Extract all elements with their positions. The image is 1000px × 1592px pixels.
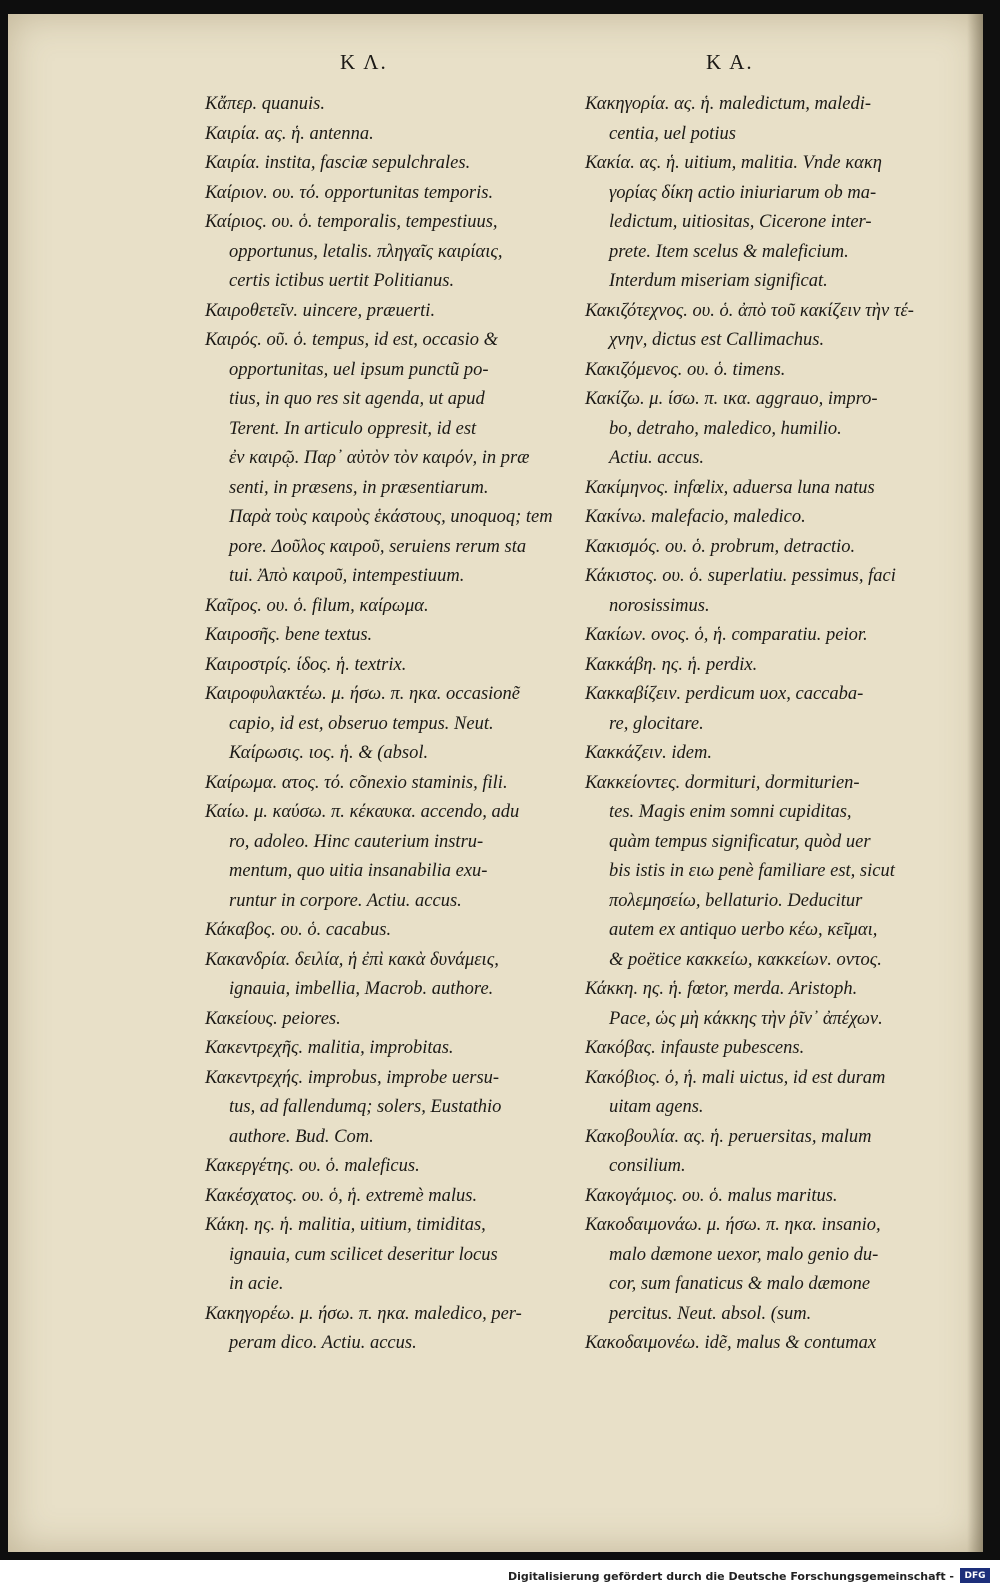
dictionary-entry [585, 680, 960, 739]
entry-line: Κἄπερ. quanuis. [205, 94, 325, 114]
entry-line: Καίρωσις. ιος. ἡ. & (absol. [229, 743, 429, 763]
dictionary-entry [205, 946, 575, 1005]
entry-line: Κακίνω. malefacio, maledico. [585, 507, 806, 527]
entry-line: runtur in corpore. Actiu. accus. [229, 890, 462, 911]
dictionary-entry [205, 1152, 575, 1182]
dictionary-entry [585, 90, 960, 149]
entry-line: bo, detraho, maledico, humilio. [609, 418, 842, 439]
dictionary-entry [585, 149, 960, 297]
dictionary-entry [205, 208, 575, 297]
entry-line: tius, in quo res sit agenda, ut apud [229, 389, 485, 409]
entry-line: Pace, ὡς μὴ κάκκης τὴν ῥῖν᾽ ἀπέχων. [609, 1008, 883, 1029]
dictionary-entry [205, 651, 575, 681]
entry-line: quàm tempus significatur, quòd uer [609, 831, 871, 852]
entry-line: Καίριος. ου. ὁ. temporalis, tempestiuus, [205, 212, 498, 232]
entry-line: Καίω. μ. καύσω. π. κέκαυκα. accendo, adu [205, 802, 520, 822]
dictionary-entry [205, 916, 575, 946]
dictionary-entry [585, 474, 960, 504]
dictionary-entry [205, 621, 575, 651]
dictionary-entry [585, 503, 960, 533]
dictionary-entry [585, 356, 960, 386]
entry-line: senti, in præsens, in præsentiarum. [229, 477, 489, 498]
entry-line: Καιρία. ας. ἡ. antenna. [205, 123, 374, 144]
entry-line: Κακίων. ονος. ὁ, ἡ. comparatiu. peior. [585, 625, 868, 645]
right-column [585, 90, 960, 1359]
funding-credit: Digitalisierung gefördert durch die Deutsche Forschungsgemeinschaft - [507, 1570, 954, 1583]
entry-line: capio, id est, obseruo tempus. Neut. [229, 713, 494, 734]
entry-line: centia, uel potius [609, 123, 736, 144]
entry-line: pore. Δοῦλος καιροῦ, seruiens rerum sta [229, 536, 527, 557]
dictionary-entry [585, 739, 960, 769]
dictionary-entry [205, 1182, 575, 1212]
entry-line: autem ex antiquo uerbo κέω, κεῖμαι, [609, 920, 878, 940]
dictionary-entry [205, 297, 575, 327]
entry-line: opportunus, letalis. πληγαῖς καιρίαις, [229, 241, 503, 262]
entry-line: Κακία. ας. ἡ. uitium, malitia. Vnde κακη [585, 153, 882, 173]
dictionary-entry [205, 592, 575, 622]
entry-line: certis ictibus uertit Politianus. [229, 271, 455, 291]
entry-line: Παρὰ τοὺς καιροὺς ἑκάστους, unoquoq; tem [229, 507, 553, 527]
entry-line: Κακηγορία. ας. ἡ. maledictum, maledi- [585, 94, 872, 114]
entry-line: Κακανδρία. δειλία, ἡ ἐπὶ κακὰ δυνάμεις, [205, 949, 499, 970]
dictionary-entry [585, 562, 960, 621]
entry-line: tes. Magis enim somni cupiditas, [609, 802, 852, 822]
dictionary-entry [585, 385, 960, 474]
dictionary-entry [585, 1123, 960, 1182]
dictionary-entry [585, 769, 960, 976]
entry-line: Κακέσχατος. ου. ὁ, ἡ. extremè malus. [205, 1185, 478, 1206]
entry-line: tus, ad fallendumq; solers, Eustathio [229, 1097, 502, 1117]
entry-line: Καῖρος. ου. ὁ. filum, καίρωμα. [205, 595, 429, 616]
entry-line: Κακκάζειν. idem. [585, 743, 712, 763]
entry-line: Κακιζότεχνος. ου. ὁ. ἀπὸ τοῦ κακίζειν τὴν τέ- [585, 300, 914, 321]
entry-line: Interdum miseriam significat. [609, 271, 828, 291]
dictionary-entry [205, 149, 575, 179]
dictionary-entry [585, 1034, 960, 1064]
entry-line: tui. Ἀπὸ καιροῦ, intempestiuum. [229, 566, 465, 586]
entry-line: ἐν καιρῷ. Παρ᾽ αὐτὸν τὸν καιρόν, in præ [229, 448, 530, 468]
entry-line: χνην, dictus est Callimachus. [609, 330, 825, 350]
entry-line: Κακκάβη. ης. ἡ. perdix. [585, 654, 758, 675]
entry-line: Κακοδαιμονάω. μ. ήσω. π. ηκα. insanio, [585, 1215, 881, 1235]
entry-line: Κακεργέτης. ου. ὁ. maleficus. [205, 1156, 420, 1176]
entry-line: Κακεντρεχής. improbus, improbe uersu- [205, 1067, 500, 1088]
entry-line: Καιροσῆς. bene textus. [205, 625, 373, 645]
entry-line: authore. Bud. Com. [229, 1126, 374, 1147]
dictionary-entry [585, 1064, 960, 1123]
entry-line: Καίριον. ου. τό. opportunitas temporis. [205, 182, 494, 203]
entry-line: Κακοδαιμονέω. idẽ, malus & contumax [585, 1333, 877, 1353]
entry-line: Καιροστρίς. ίδος. ἡ. textrix. [205, 654, 407, 675]
entry-line: ro, adoleo. Hinc cauterium instru- [229, 831, 484, 852]
dictionary-entry [585, 975, 960, 1034]
entry-line: bis istis in ειω penè familiare est, sicut [609, 861, 895, 881]
entry-line: & poëtice κακκείω, κακκείων. οντος. [609, 949, 882, 970]
entry-line: uitam agens. [609, 1097, 704, 1117]
dictionary-entry [205, 1034, 575, 1064]
entry-line: opportunitas, uel ipsum punctũ po- [229, 359, 489, 380]
dictionary-entry [205, 1064, 575, 1153]
entry-line: Κακόβας. infauste pubescens. [585, 1038, 805, 1058]
dictionary-entry [205, 798, 575, 916]
dfg-logo: DFG [960, 1568, 990, 1583]
entry-line: Κακκαβίζειν. perdicum uox, caccaba- [585, 684, 864, 704]
entry-line: mentum, quo uitia insanabilia exu- [229, 861, 488, 881]
dictionary-entry [205, 90, 575, 120]
dictionary-entry [585, 651, 960, 681]
entry-line: prete. Item scelus & maleficium. [609, 241, 849, 262]
entry-line: Terent. In articulo oppresit, id est [229, 418, 477, 439]
entry-line: Κάκιστος. ου. ὁ. superlatiu. pessimus, faci [585, 566, 896, 586]
dictionary-entry [585, 1329, 960, 1359]
dictionary-entry [205, 120, 575, 150]
entry-line: ledictum, uitiositas, Cicerone inter- [609, 212, 872, 232]
dictionary-entry [205, 179, 575, 209]
entry-line: consilium. [609, 1156, 686, 1176]
entry-line: peram dico. Actiu. accus. [229, 1333, 417, 1353]
entry-line: Κακισμός. ου. ὁ. probrum, detractio. [585, 536, 856, 557]
page-header-left: Κ Λ. [340, 50, 388, 74]
dictionary-entry [585, 1211, 960, 1329]
entry-line: percitus. Neut. absol. (sum. [609, 1303, 812, 1324]
entry-line: Κακεντρεχῆς. malitia, improbitas. [205, 1038, 454, 1058]
entry-line: Κάκαβος. ου. ὁ. cacabus. [205, 920, 392, 940]
entry-line: Κακογάμιος. ου. ὁ. malus maritus. [585, 1185, 838, 1206]
dictionary-entry [585, 297, 960, 356]
dictionary-entry [585, 533, 960, 563]
entry-line: Κακκείοντες. dormituri, dormiturien- [585, 772, 860, 793]
entry-line: Καίρωμα. ατος. τό. cõnexio staminis, fili. [205, 772, 508, 793]
entry-line: Actiu. accus. [609, 448, 705, 468]
entry-line: Καιρία. instita, fasciæ sepulchrales. [205, 153, 471, 173]
entry-line: norosissimus. [609, 595, 710, 616]
entry-line: Κακηγορέω. μ. ήσω. π. ηκα. maledico, per- [205, 1303, 522, 1324]
page-header-right: Κ Α. [706, 50, 754, 74]
dictionary-entry [205, 326, 575, 592]
dictionary-entry [205, 1005, 575, 1035]
entry-line: Κακοβουλία. ας. ἡ. peruersitas, malum [585, 1126, 872, 1147]
dictionary-entry [585, 621, 960, 651]
entry-line: ignauia, imbellia, Macrob. authore. [229, 979, 494, 999]
entry-line: ignauia, cum scilicet deseritur locus [229, 1244, 498, 1265]
entry-line: cor, sum fanaticus & malo dæmone [609, 1274, 871, 1294]
entry-line: Κακόβιος. ὁ, ἡ. mali uictus, id est duram [585, 1067, 886, 1088]
entry-line: Κακιζόμενος. ου. ὁ. timens. [585, 359, 786, 380]
entry-line: Καιρός. οῦ. ὁ. tempus, id est, occasio & [205, 330, 499, 350]
dictionary-entry [585, 1182, 960, 1212]
entry-line: Κακείους. peiores. [205, 1008, 341, 1029]
entry-line: malo dæmone uexor, malo genio du- [609, 1244, 879, 1265]
footer-bar [0, 1560, 1000, 1592]
entry-line: Κακίμηνος. infœlix, aduersa luna natus [585, 477, 875, 498]
entry-line: Κάκκη. ης. ἡ. fœtor, merda. Aristoph. [585, 979, 858, 999]
entry-line: Καιροθετεῖν. uincere, præuerti. [205, 300, 436, 321]
entry-line: πολεμησείω, bellaturio. Deducitur [609, 890, 863, 911]
entry-line: Καιροφυλακτέω. μ. ήσω. π. ηκα. occasionẽ [205, 684, 520, 704]
entry-line: γορίας δίκη actio iniuriarum ob ma- [609, 182, 877, 203]
entry-line: in acie. [229, 1274, 284, 1294]
entry-line: Κάκη. ης. ἡ. malitia, uitium, timiditas, [205, 1215, 486, 1235]
left-column [205, 90, 575, 1359]
dictionary-entry [205, 769, 575, 799]
dictionary-entry [205, 680, 575, 769]
page-gutter-shadow [967, 14, 983, 1552]
dictionary-entry [205, 1300, 575, 1359]
entry-line: Κακίζω. μ. ίσω. π. ικα. aggrauo, impro- [585, 389, 878, 409]
dictionary-entry [205, 1211, 575, 1300]
entry-line: re, glocitare. [609, 713, 704, 734]
